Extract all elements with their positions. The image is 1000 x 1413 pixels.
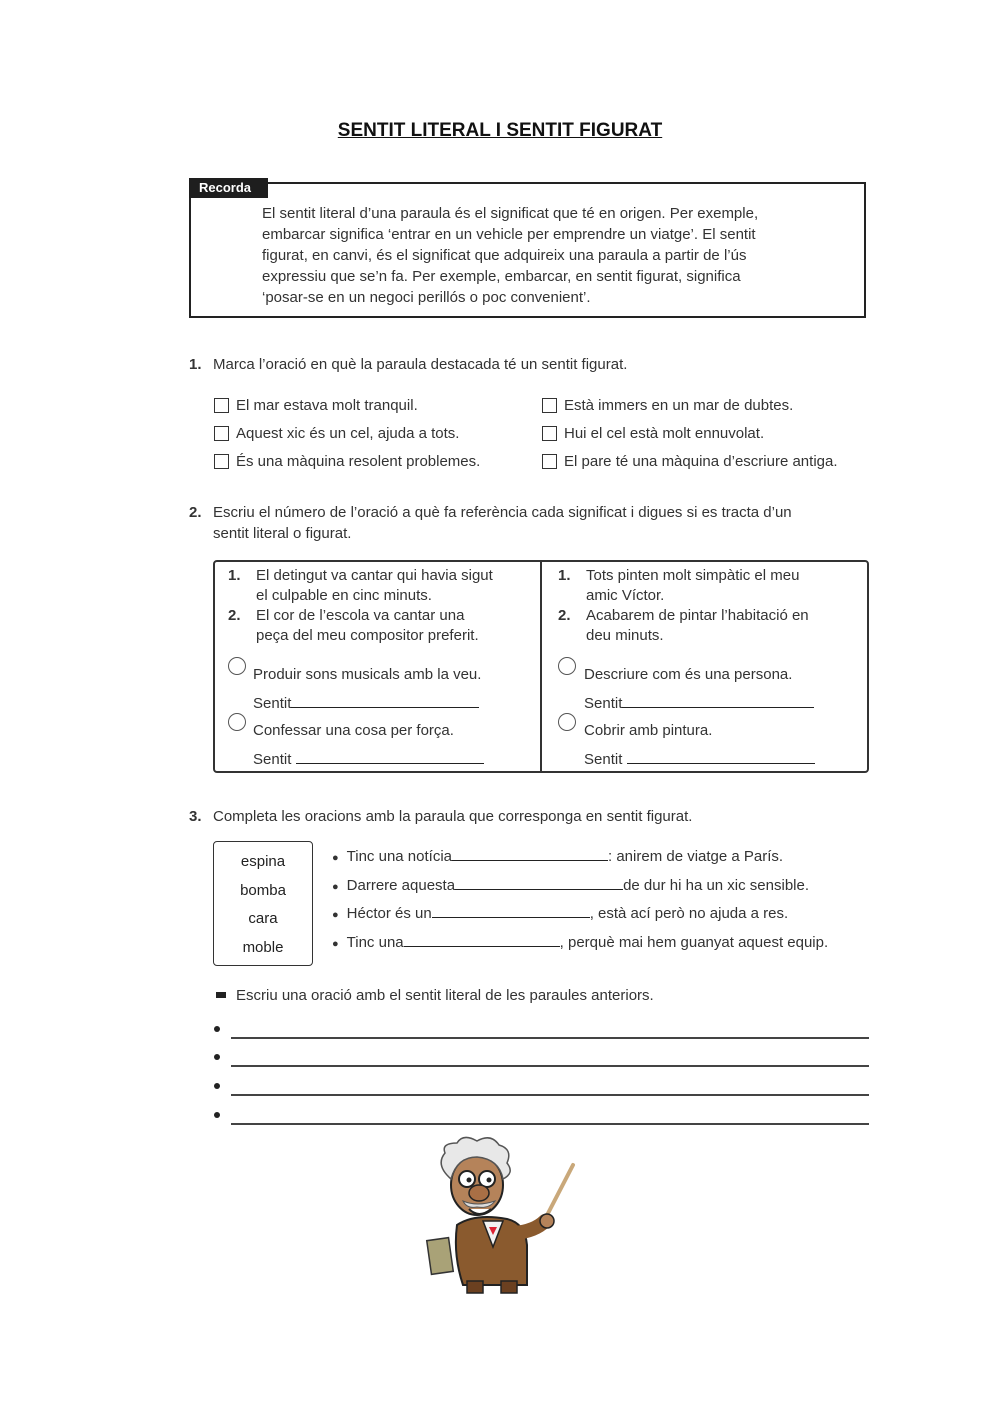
bullet-icon <box>214 1026 220 1032</box>
answer-circle-icon[interactable] <box>228 657 246 675</box>
answer-circle-icon[interactable] <box>228 713 246 731</box>
ex1-heading <box>189 354 627 375</box>
answer-blank[interactable] <box>627 749 815 764</box>
ex2-right-circle-2[interactable] <box>558 713 576 736</box>
ex2-left-meaning-1: Produir sons musicals amb la veu. <box>253 666 482 683</box>
ex1-number: 1. <box>189 356 202 373</box>
ex3-sentence: ● Tinc una , perquè mai hem guanyat aquest equip. <box>332 933 829 951</box>
answer-line[interactable] <box>231 1123 869 1125</box>
ex2-heading <box>189 502 792 544</box>
answer-circle-icon[interactable] <box>558 713 576 731</box>
answer-blank[interactable] <box>296 749 484 764</box>
recorda-line: ‘posar-se en un negoci perillós o poc convenient’. <box>262 289 591 306</box>
checkbox-icon[interactable] <box>214 454 229 469</box>
ex2-left-sentit-1: Sentit <box>253 693 479 714</box>
checkbox-icon[interactable] <box>542 454 557 469</box>
ex1-option[interactable]: El mar estava molt tranquil. <box>214 395 480 415</box>
ex2-right-meaning-2: Cobrir amb pintura. <box>584 722 713 739</box>
recorda-line: figurat, en canvi, és el significat que adquireix una paraula a partir de l’ús <box>262 247 747 264</box>
ex2-instruction: Escriu el número de l’oració a què fa referència cada significat i digues si es tracta d’un <box>213 504 792 521</box>
word-item: espina <box>240 853 286 870</box>
ex3-sentence: ● Héctor és un , està ací però no ajuda a res. <box>332 905 789 922</box>
ex2-left-meaning-2: Confessar una cosa per força. <box>253 722 454 739</box>
square-bullet-icon <box>216 992 226 998</box>
bullet-icon <box>214 1112 220 1118</box>
word-bank <box>213 841 313 966</box>
ex2-instruction-cont: sentit literal o figurat. <box>213 525 352 542</box>
checkbox-icon[interactable] <box>214 426 229 441</box>
ex2-left-circle-1[interactable] <box>228 657 246 680</box>
answer-line[interactable] <box>231 1094 869 1096</box>
ex2-number: 2. <box>189 504 202 521</box>
answer-blank[interactable] <box>432 903 590 918</box>
answer-circle-icon[interactable] <box>558 657 576 675</box>
page-title: SENTIT LITERAL I SENTIT FIGURAT <box>337 120 663 141</box>
answer-blank[interactable] <box>452 846 608 861</box>
ex2-left-sentit-2: Sentit <box>253 749 484 770</box>
checkbox-icon[interactable] <box>542 398 557 413</box>
ex2-left-sentences: 1. El detingut va cantar qui havia sigut el culpable en cinc minuts. 2. El cor de l’escola va cantar una peça del meu compositor preferit. <box>228 567 493 644</box>
answer-blank[interactable] <box>455 875 623 890</box>
ex1-option[interactable]: Hui el cel està molt ennuvolat. <box>542 423 838 443</box>
answer-blank[interactable] <box>404 932 560 947</box>
answer-blank[interactable] <box>291 693 479 708</box>
ex3-instruction: Completa les oracions amb la paraula que corresponga en sentit figurat. <box>213 808 693 825</box>
ex3-sentences <box>332 843 828 957</box>
ex1-right-options <box>542 395 838 471</box>
word-item: moble <box>242 938 284 956</box>
ex1-left-options <box>214 395 480 471</box>
professor-illustration <box>415 1135 585 1295</box>
recorda-tag: Recorda <box>189 178 268 198</box>
ex2-left-circle-2[interactable] <box>228 713 246 736</box>
word-item: bomba <box>240 881 286 899</box>
answer-line[interactable] <box>231 1065 869 1067</box>
ex3-heading <box>189 806 692 827</box>
ex2-right-meaning-1: Descriure com és una persona. <box>584 666 793 683</box>
bullet-icon <box>214 1083 220 1089</box>
ex2-right-sentences: 1. Tots pinten molt simpàtic el meu amic Víctor. 2. Acabarem de pintar l’habitació en deu minuts. <box>558 567 809 644</box>
word-item: cara <box>248 910 278 927</box>
checkbox-icon[interactable] <box>542 426 557 441</box>
ex1-option[interactable]: Aquest xic és un cel, ajuda a tots. <box>214 423 480 443</box>
ex3-number: 3. <box>189 808 202 825</box>
ex2-right-sentit-2: Sentit <box>584 749 815 770</box>
recorda-line: El sentit literal d’una paraula és el significat que té en origen. Per exemple, <box>262 205 759 222</box>
ex2-right-circle-1[interactable] <box>558 657 576 680</box>
bullet-icon <box>214 1054 220 1060</box>
ex2-divider <box>540 560 542 773</box>
recorda-line: expressiu que se’n fa. Per exemple, embarcar, en sentit figurat, significa <box>262 268 741 285</box>
ex1-option[interactable]: És una màquina resolent problemes. <box>214 451 480 471</box>
ex3-sentence: ● Darrere aquesta de dur hi ha un xic sensible. <box>332 876 810 894</box>
ex3-extra-instruction: Escriu una oració amb el sentit literal de les paraules anteriors. <box>236 987 654 1004</box>
recorda-text <box>262 203 847 308</box>
ex1-instruction: Marca l’oració en què la paraula destacada té un sentit figurat. <box>213 356 628 373</box>
answer-line[interactable] <box>231 1037 869 1039</box>
ex3-sentence: ● Tinc una notícia : anirem de viatge a París. <box>332 848 784 865</box>
checkbox-icon[interactable] <box>214 398 229 413</box>
answer-blank[interactable] <box>622 693 814 708</box>
recorda-line: embarcar significa ‘entrar en un vehicle per emprendre un viatge’. El sentit <box>262 226 756 243</box>
ex2-right-sentit-1: Sentit <box>584 693 814 714</box>
ex1-option[interactable]: El pare té una màquina d’escriure antiga. <box>542 451 838 471</box>
ex1-option[interactable]: Està immers en un mar de dubtes. <box>542 395 838 415</box>
